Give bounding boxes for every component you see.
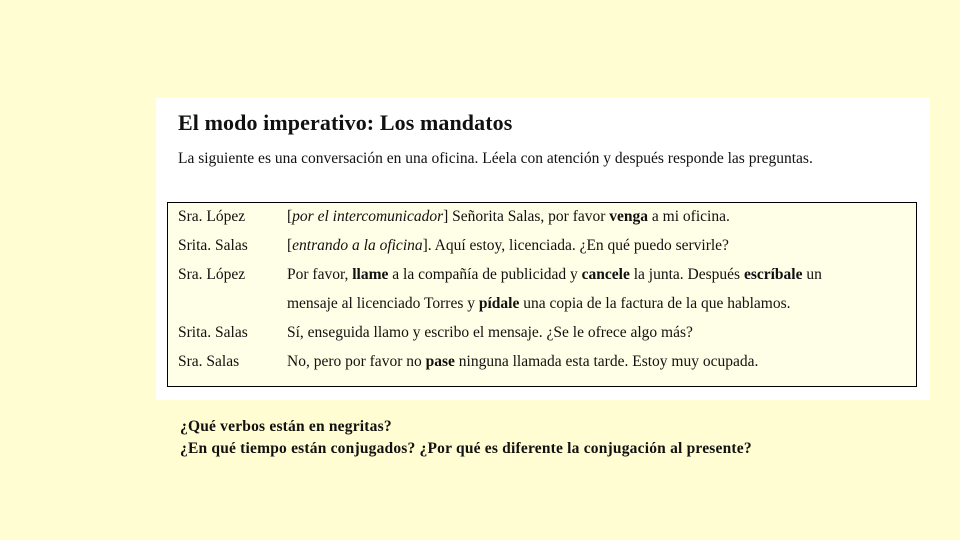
dialog-line (287, 295, 791, 313)
speaker-label: Srita. Salas (178, 237, 248, 254)
bold-verb: pase (425, 353, 455, 370)
bold-verb: llame (352, 266, 389, 283)
dialog-text: ]. Aquí estoy, licenciada. ¿En qué puedo servirle? (422, 237, 729, 254)
dialog-text: entrando a la oficina (292, 237, 423, 254)
speaker-label: Srita. Salas (178, 324, 248, 341)
dialog-text: [ (287, 208, 293, 225)
dialog-text: una copia de la factura de la que hablamos. (519, 295, 791, 312)
worksheet-image (156, 98, 930, 400)
dialog-text: la junta. Después (629, 266, 744, 283)
dialog-box (167, 202, 917, 387)
dialog-text: a mi oficina. (648, 208, 730, 225)
dialog-line (287, 266, 822, 284)
dialog-text: a la compañía de publicidad y (388, 266, 582, 283)
document-title: El modo imperativo: Los mandatos (178, 110, 513, 135)
bold-verb: cancele (581, 266, 630, 283)
dialog-line (287, 208, 730, 226)
bold-verb: venga (609, 208, 649, 225)
dialog-text: ninguna llamada esta tarde. Estoy muy ocupada. (454, 353, 759, 370)
dialog-text: [ (287, 237, 293, 254)
dialog-text: mensaje al licenciado Torres y (287, 295, 479, 312)
speaker-label: Sra. López (178, 208, 246, 225)
dialog-text: ] Señorita Salas, por favor (443, 208, 610, 225)
document-intro: La siguiente es una conversación en una oficina. Léela con atención y después responde las preguntas. (178, 150, 813, 167)
dialog-text: Por favor, (287, 266, 353, 283)
dialog-line (287, 237, 729, 255)
dialog-text: No, pero por favor no (287, 353, 426, 370)
question-2: ¿En qué tiempo están conjugados? ¿Por qué es diferente la conjugación al presente? (180, 440, 752, 457)
speaker-label: Sra. Salas (178, 353, 240, 370)
dialog-line (287, 353, 758, 371)
bold-verb: pídale (478, 295, 520, 312)
bold-verb: escríbale (743, 266, 803, 283)
question-1: ¿Qué verbos están en negritas? (180, 418, 392, 435)
dialog-text: por el intercomunicador (292, 208, 444, 225)
dialog-text: un (802, 266, 822, 283)
dialog-text: Sí, enseguida llamo y escribo el mensaje. ¿Se le ofrece algo más? (287, 324, 693, 341)
dialog-line (287, 324, 693, 342)
questions-block (180, 416, 752, 460)
speaker-label: Sra. López (178, 266, 246, 283)
